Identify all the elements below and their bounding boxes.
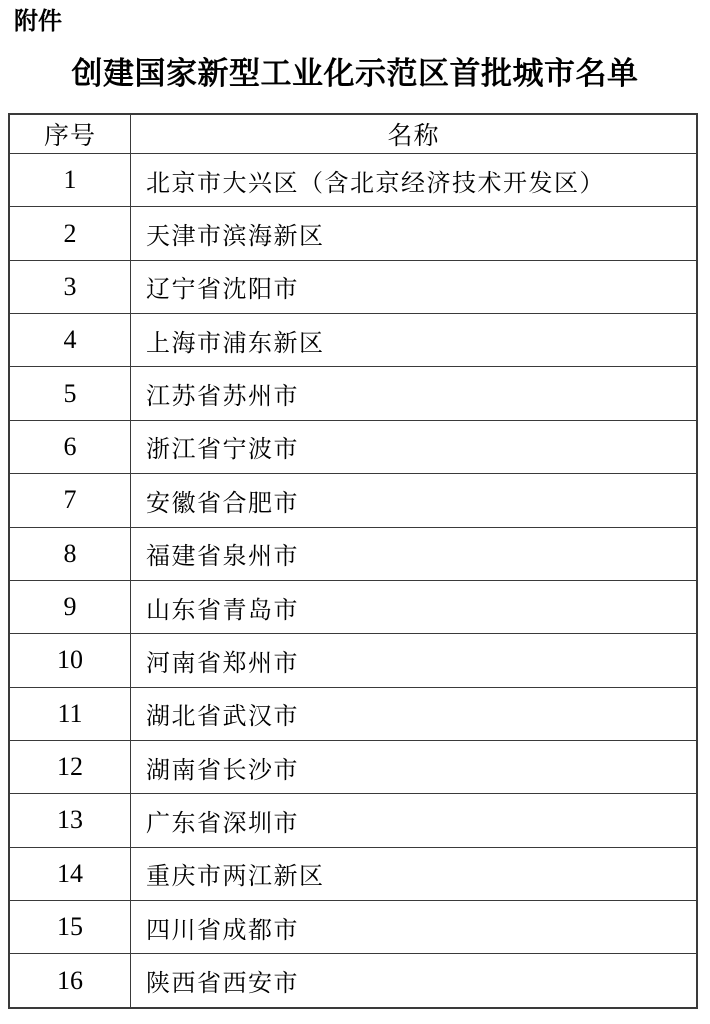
row-name: 陕西省西安市 <box>131 954 698 1008</box>
table-row <box>9 580 697 633</box>
table-row <box>9 740 697 793</box>
row-name: 辽宁省沈阳市 <box>131 260 698 313</box>
row-index: 5 <box>9 367 131 420</box>
table-row <box>9 314 697 367</box>
row-index: 12 <box>9 740 131 793</box>
table-row <box>9 794 697 847</box>
table-header-row <box>9 114 697 154</box>
attachment-label: 附件 <box>14 8 62 35</box>
row-index: 15 <box>9 901 131 954</box>
row-name: 上海市浦东新区 <box>131 314 698 367</box>
header-index: 序号 <box>9 114 131 154</box>
row-name: 广东省深圳市 <box>131 794 698 847</box>
row-index: 10 <box>9 634 131 687</box>
row-name: 安徽省合肥市 <box>131 474 698 527</box>
row-index: 4 <box>9 314 131 367</box>
row-name: 河南省郑州市 <box>131 634 698 687</box>
row-name: 湖北省武汉市 <box>131 687 698 740</box>
row-index: 3 <box>9 260 131 313</box>
row-name: 四川省成都市 <box>131 901 698 954</box>
row-index: 9 <box>9 580 131 633</box>
table-row <box>9 527 697 580</box>
row-name: 山东省青岛市 <box>131 580 698 633</box>
row-name: 湖南省长沙市 <box>131 740 698 793</box>
table-row <box>9 687 697 740</box>
table-row <box>9 154 697 207</box>
table-row <box>9 634 697 687</box>
row-name: 江苏省苏州市 <box>131 367 698 420</box>
row-index: 11 <box>9 687 131 740</box>
table-row <box>9 367 697 420</box>
table-row <box>9 954 697 1008</box>
table-row <box>9 901 697 954</box>
row-index: 8 <box>9 527 131 580</box>
table-row <box>9 420 697 473</box>
table-row <box>9 474 697 527</box>
row-index: 16 <box>9 954 131 1008</box>
header-name: 名称 <box>131 114 698 154</box>
row-index: 6 <box>9 420 131 473</box>
row-name: 天津市滨海新区 <box>131 207 698 260</box>
row-name: 重庆市两江新区 <box>131 847 698 900</box>
row-name: 北京市大兴区（含北京经济技术开发区） <box>131 154 698 207</box>
table-row <box>9 260 697 313</box>
row-index: 14 <box>9 847 131 900</box>
row-index: 7 <box>9 474 131 527</box>
table-row <box>9 847 697 900</box>
city-list-table <box>8 113 698 1009</box>
table-row <box>9 207 697 260</box>
row-index: 2 <box>9 207 131 260</box>
page-title: 创建国家新型工业化示范区首批城市名单 <box>71 56 639 91</box>
row-name: 福建省泉州市 <box>131 527 698 580</box>
row-index: 1 <box>9 154 131 207</box>
row-name: 浙江省宁波市 <box>131 420 698 473</box>
row-index: 13 <box>9 794 131 847</box>
